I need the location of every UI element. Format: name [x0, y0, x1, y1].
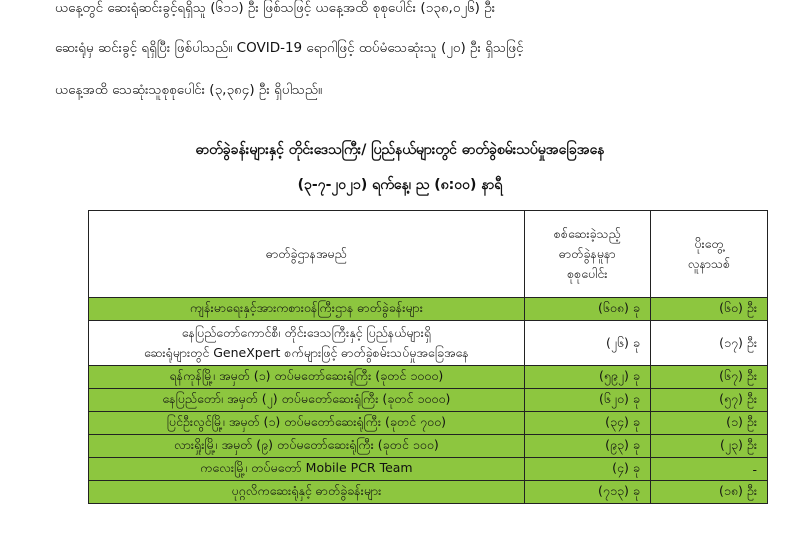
table-header-row	[89, 211, 768, 298]
header-new-positive-line-2: လူနာသစ်	[687, 256, 731, 271]
row-new-positive: (၁) ဦး	[650, 412, 767, 435]
row-sample-count: (၇၁၃) ခု	[524, 481, 650, 504]
header-sample-count-line-1: စစ်ဆေးခဲ့သည့်	[553, 226, 621, 241]
table-row	[89, 481, 768, 504]
row-lab-name: ရန်ကုန်မြို့၊ အမှတ် (၁) တပ်မတော်ဆေးရုံကြီး (ခုတင် ၁၀၀၀)	[89, 366, 525, 389]
paragraph-line-2: ဆေးရုံမှ ဆင်းခွင့် ရရှိပြီး ဖြစ်ပါသည်။ COVID-19 ရောဂါဖြင့် ထပ်မံသေဆုံးသူ (၂၀) ဦး ရှိသဖြင့်	[55, 40, 524, 56]
table-row	[89, 321, 768, 366]
header-sample-count	[524, 211, 650, 298]
header-sample-count-line-2: ဓာတ်ခွဲနမူနာ	[559, 246, 616, 261]
header-sample-count-line-3: စုစုပေါင်း	[567, 266, 608, 281]
paragraph-line-1: ယနေ့တွင် ဆေးရုံဆင်းခွင့်ရရှိသူ (၆၁၁) ဦး ဖြစ်သဖြင့် ယနေ့အထိ စုစုပေါင်း (၁၃၈,၀၂၆) ဦး	[55, 0, 496, 16]
row-sample-count: (၂၆) ခု	[524, 321, 650, 366]
section-heading: ဓာတ်ခွဲခန်းများနှင့် တိုင်းဒေသကြီး/ ပြည်နယ်များတွင် ဓာတ်ခွဲစမ်းသပ်မှုအခြေအနေ	[195, 142, 605, 158]
row-new-positive: (၆၀) ဦး	[650, 298, 767, 321]
row-new-positive: (၁၈) ဦး	[650, 481, 767, 504]
row-lab-name	[89, 321, 525, 366]
row-lab-name-line-2: ဆေးရုံများတွင် GeneXpert စက်များဖြင့် ဓာတ်ခွဲစမ်းသပ်မှုအခြေအနေ	[144, 345, 469, 360]
lab-testing-table	[88, 210, 768, 504]
row-sample-count: (၆၀၈) ခု	[524, 298, 650, 321]
row-new-positive: (၁၇) ဦး	[650, 321, 767, 366]
row-lab-name: ပုဂ္ဂလိကဆေးရုံနှင့် ဓာတ်ခွဲခန်းများ	[89, 481, 525, 504]
row-sample-count: (၄) ခု	[524, 458, 650, 481]
row-new-positive: (၅၇) ဦး	[650, 389, 767, 412]
row-sample-count: (၉၃) ခု	[524, 435, 650, 458]
table-row	[89, 366, 768, 389]
row-sample-count: (၆၂၀) ခု	[524, 389, 650, 412]
row-lab-name: ပြင်ဦးလွင်မြို့၊ အမှတ် (၁) တပ်မတော်ဆေးရုံကြီး (ခုတင် ၇၀၀)	[89, 412, 525, 435]
row-lab-name: ကလေးမြို့၊ တပ်မတော် Mobile PCR Team	[89, 458, 525, 481]
row-new-positive: -	[650, 458, 767, 481]
paragraph-line-3: ယနေ့အထိ သေဆုံးသူစုစုပေါင်း (၃,၃၈၄) ဦး ရှိပါသည်။	[55, 82, 323, 98]
row-sample-count: (၅၉၂) ခု	[524, 366, 650, 389]
row-lab-name: ကျန်းမာရေးနှင့်အားကစားဝန်ကြီးဌာန ဓာတ်ခွဲခန်းများ	[89, 298, 525, 321]
header-new-positive-line-1: ပိုးတွေ့	[694, 236, 724, 251]
section-subheading-date: (၃-၇-၂၀၂၁) ရက်နေ့၊ ည (၈:၀၀) နာရီ	[297, 177, 503, 193]
row-new-positive: (၂၃) ဦး	[650, 435, 767, 458]
table-row	[89, 298, 768, 321]
row-lab-name: နေပြည်တော်၊ အမှတ် (၂) တပ်မတော်ဆေးရုံကြီး (ခုတင် ၁၀၀၀)	[89, 389, 525, 412]
table-row	[89, 458, 768, 481]
row-lab-name-line-1: နေပြည်တော်ကောင်စီ၊ တိုင်းဒေသကြီးနှင့် ပြည်နယ်များရှိ	[181, 325, 432, 340]
table-row	[89, 389, 768, 412]
row-lab-name: လားရှိုးမြို့၊ အမှတ် (၉) တပ်မတော်ဆေးရုံကြီး (ခုတင် ၁၀၀)	[89, 435, 525, 458]
header-lab-name: ဓာတ်ခွဲဌာနအမည်	[89, 211, 525, 298]
table-row	[89, 412, 768, 435]
row-new-positive: (၆၇) ဦး	[650, 366, 767, 389]
row-sample-count: (၃၄) ခု	[524, 412, 650, 435]
header-new-positive	[650, 211, 767, 298]
table-row	[89, 435, 768, 458]
